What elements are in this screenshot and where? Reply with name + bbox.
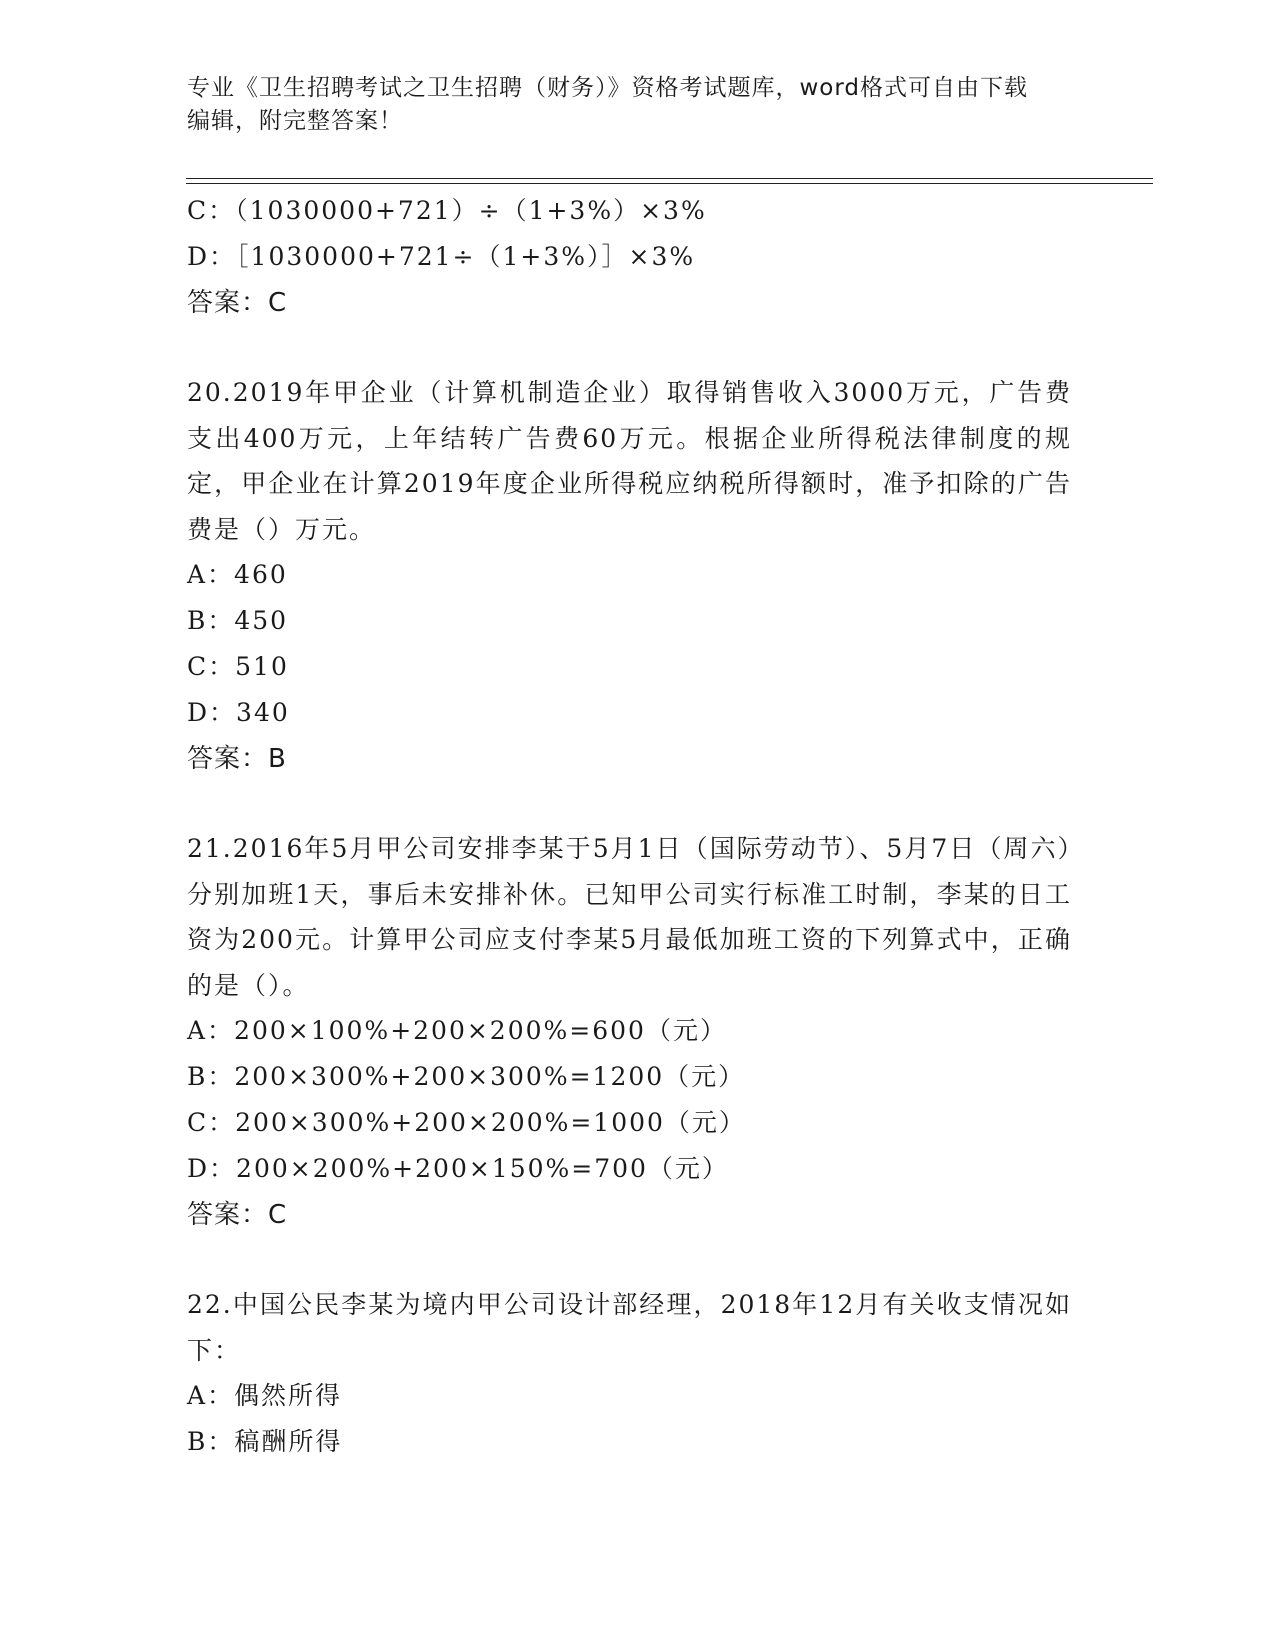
spacer [187, 1238, 1072, 1282]
option-b: B：稿酬所得 [187, 1427, 343, 1456]
header-divider-top [186, 178, 1153, 179]
header-line-2: 编辑，附完整答案！ [187, 108, 403, 134]
option-c: C：200×300%+200×200%=1000（元） [187, 1108, 746, 1137]
question-19-tail [187, 188, 1072, 326]
header-line-1: 专业《卫生招聘考试之卫生招聘（财务）》资格考试题库，word格式可自由下载 [187, 75, 1029, 101]
header-divider-bottom [186, 183, 1153, 184]
answer: 答案：B [187, 744, 287, 774]
question-20 [187, 370, 1072, 782]
spacer [187, 782, 1072, 826]
question-text: 20.2019年甲企业（计算机制造企业）取得销售收入3000万元，广告费支出400万元，上年结转广告费60万元。根据企业所得税法律制度的规定，甲企业在计算2019年度企业所得税应纳税所得额时，准予扣除的广告费是（）万元。 [187, 378, 1072, 544]
option-a: A：200×100%+200×200%=600（元） [187, 1016, 727, 1045]
option-a: A：460 [187, 560, 288, 589]
option-c: C：510 [187, 652, 289, 681]
option-a: A：偶然所得 [187, 1381, 343, 1410]
document-header [187, 72, 1067, 138]
answer: 答案：C [187, 1200, 288, 1230]
option-d: D：［1030000+721÷（1+3%）］×3% [187, 242, 696, 271]
answer: 答案：C [187, 288, 288, 318]
question-content [187, 188, 1072, 1465]
option-d: D：200×200%+200×150%=700（元） [187, 1154, 729, 1183]
question-22 [187, 1282, 1072, 1465]
option-d: D：340 [187, 698, 290, 727]
option-b: B：450 [187, 606, 289, 635]
spacer [187, 326, 1072, 370]
option-b: B：200×300%+200×300%=1200（元） [187, 1062, 746, 1091]
question-text: 22.中国公民李某为境内甲公司设计部经理，2018年12月有关收支情况如下： [187, 1290, 1072, 1365]
question-21 [187, 826, 1072, 1238]
option-c: C：（1030000+721）÷（1+3%）×3% [187, 196, 707, 225]
question-text: 21.2016年5月甲公司安排李某于5月1日（国际劳动节）、5月7日（周六）分别加班1天，事后未安排补休。已知甲公司实行标准工时制，李某的日工资为200元。计算甲公司应支付李某5月最低加班工资的下列算式中，正确的是（）。 [187, 834, 1072, 1000]
